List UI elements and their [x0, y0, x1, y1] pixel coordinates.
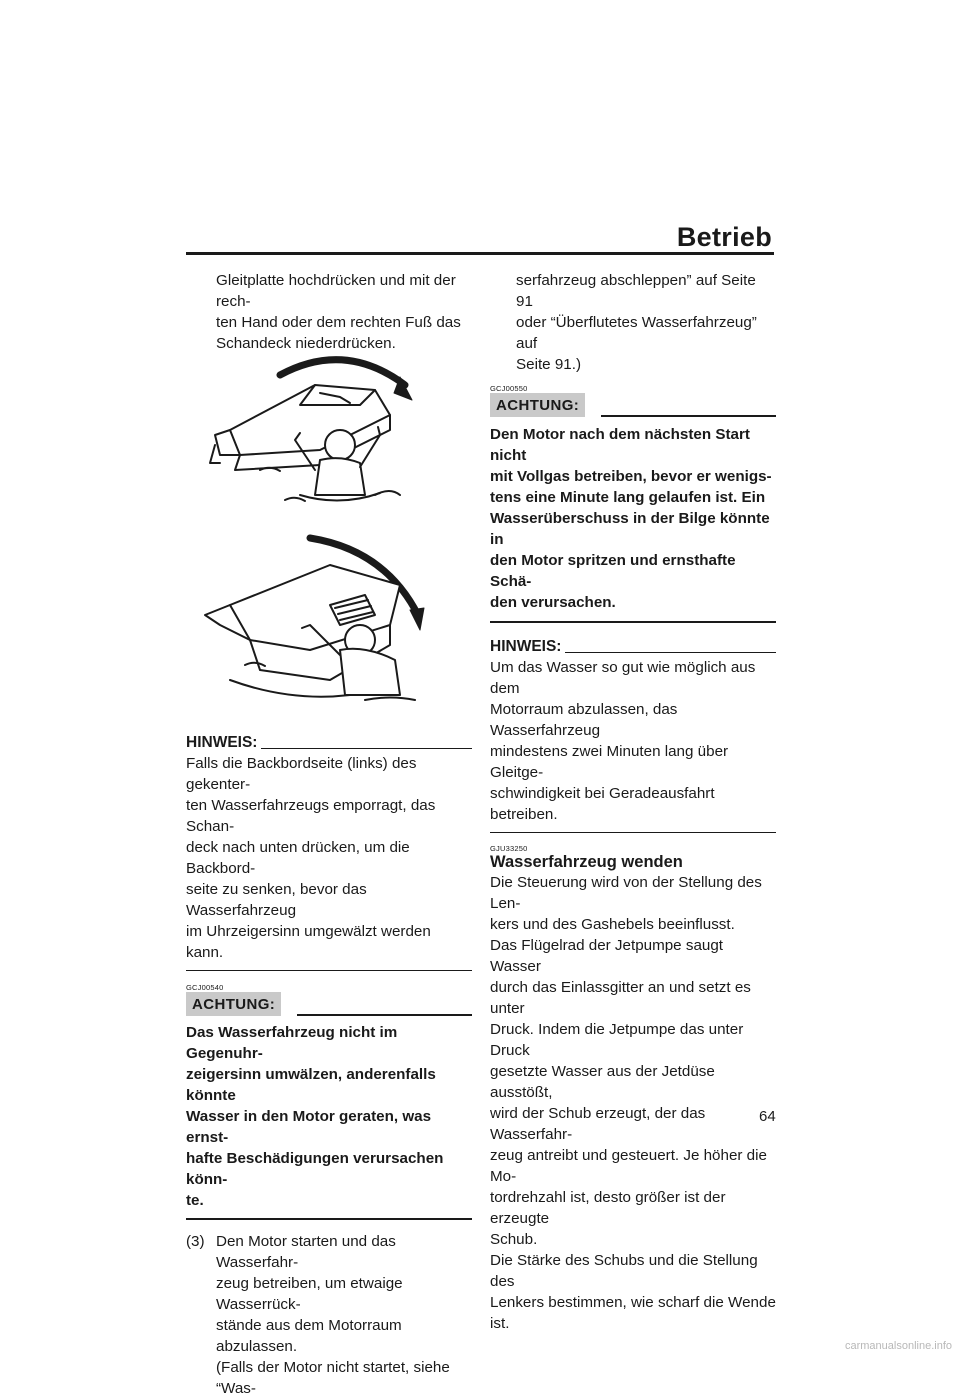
text-line: seite zu senken, bevor das Wasserfahrzeug: [186, 881, 367, 919]
achtung-body: [186, 1022, 472, 1211]
achtung-end-rule: [490, 621, 776, 623]
watercraft-righting-illustration-bottom: [190, 530, 440, 715]
text-line: Die Steuerung wird von der Stellung des Len-: [490, 874, 762, 912]
text-line: ten Hand oder dem rechten Fuß das: [216, 314, 461, 331]
text-line: Schub.: [490, 1231, 538, 1248]
text-line: Wasser in den Motor geraten, was ernst-: [186, 1108, 432, 1146]
hinweis-body: [186, 753, 472, 963]
hinweis-end-rule: [490, 832, 776, 833]
text-line: kers und des Gashebels beeinflusst.: [490, 916, 735, 933]
section-title: Wasserfahrzeug wenden: [490, 853, 683, 871]
text-line: den Motor spritzen und ernsthafte Schä-: [490, 552, 736, 590]
text-line: mit Vollgas betreiben, bevor er wenigs-: [490, 468, 772, 485]
text-line: durch das Einlassgitter an und setzt es unter: [490, 979, 751, 1017]
hinweis-heading: [490, 639, 776, 657]
step-3-continued: [490, 270, 776, 375]
hinweis-rule: [565, 652, 776, 653]
achtung-rule: [601, 415, 776, 417]
text-line: zeug betreiben, um etwaige Wasserrück-: [216, 1275, 403, 1313]
text-line: gesetzte Wasser aus der Jetdüse ausstößt,: [490, 1063, 715, 1101]
text-line: zeug antreibt und gesteuert. Je höher die Mo-: [490, 1147, 767, 1185]
achtung-badge: ACHTUNG:: [186, 992, 281, 1016]
text-line: tens eine Minute lang gelaufen ist. Ein: [490, 489, 766, 506]
text-line: Falls die Backbordseite (links) des gekenter-: [186, 755, 417, 793]
text-line: schwindigkeit bei Geradeausfahrt betreiben.: [490, 785, 715, 823]
left-column-lower: [186, 735, 472, 1399]
achtung-heading: [490, 393, 776, 417]
left-column: [186, 270, 476, 354]
text-line: Lenkers bestimmen, wie scharf die Wende ist.: [490, 1294, 776, 1332]
step-text: [216, 1231, 472, 1399]
reference-code: GCJ00540: [186, 983, 224, 992]
reference-code: GJU33250: [490, 844, 528, 853]
text-line: hafte Beschädigungen verursachen könn-: [186, 1150, 444, 1188]
text-line: zeigersinn umwälzen, anderenfalls könnte: [186, 1066, 436, 1104]
text-line: wird der Schub erzeugt, der das Wasserfahr-: [490, 1105, 706, 1143]
watercraft-righting-illustration-top: [200, 345, 430, 520]
text-line: im Uhrzeigersinn umgewälzt werden kann.: [186, 923, 431, 961]
step-3: [186, 1231, 472, 1399]
hinweis-heading: [186, 735, 472, 753]
step-number: (3): [186, 1233, 205, 1250]
page-title: Betrieb: [676, 222, 772, 252]
reference-code: GCJ00550: [490, 384, 528, 393]
text-line: serfahrzeug abschleppen” auf Seite 91: [516, 272, 756, 310]
text-line: den verursachen.: [490, 594, 616, 611]
text-line: Das Wasserfahrzeug nicht im Gegenuhr-: [186, 1024, 398, 1062]
text-line: oder “Überflutetes Wasserfahrzeug” auf: [516, 314, 757, 352]
hinweis-rule: [261, 748, 472, 749]
achtung-rule: [297, 1014, 472, 1016]
text-line: stände aus dem Motorraum abzulassen.: [216, 1317, 402, 1355]
text-line: mindestens zwei Minuten lang über Gleitge-: [490, 743, 729, 781]
intro-paragraph: [186, 270, 476, 354]
achtung-body: [490, 424, 776, 613]
text-line: tordrehzahl ist, desto größer ist der erzeugte: [490, 1189, 726, 1227]
text-line: te.: [186, 1192, 204, 1209]
hinweis-label: HINWEIS:: [186, 734, 258, 751]
text-line: ten Wasserfahrzeugs emporragt, das Schan-: [186, 797, 436, 835]
page-number: 64: [759, 1108, 776, 1125]
text-line: Den Motor starten und das Wasserfahr-: [216, 1233, 396, 1271]
achtung-badge: ACHTUNG:: [490, 393, 585, 417]
footer-watermark[interactable]: carmanualsonline.info: [844, 1340, 952, 1352]
text-line: Schandeck niederdrücken.: [216, 335, 396, 352]
text-line: Um das Wasser so gut wie möglich aus dem: [490, 659, 756, 697]
achtung-end-rule: [186, 1218, 472, 1220]
right-column: [490, 270, 776, 1334]
text-line: Die Stärke des Schubs und die Stellung des: [490, 1252, 758, 1290]
text-line: Das Flügelrad der Jetpumpe saugt Wasser: [490, 937, 724, 975]
hinweis-end-rule: [186, 970, 472, 971]
hinweis-label: HINWEIS:: [490, 638, 562, 655]
text-line: Gleitplatte hochdrücken und mit der rech-: [216, 272, 456, 310]
text-line: Seite 91.): [516, 356, 582, 373]
text-line: Den Motor nach dem nächsten Start nicht: [490, 426, 750, 464]
text-line: (Falls der Motor nicht startet, siehe “Was-: [216, 1359, 450, 1397]
hinweis-body: [490, 657, 776, 825]
header-rule: [186, 252, 774, 255]
text-line: Druck. Indem die Jetpumpe das unter Druck: [490, 1021, 744, 1059]
section-body: [490, 872, 776, 1334]
text-line: Motorraum abzulassen, das Wasserfahrzeug: [490, 701, 678, 739]
text-line: deck nach unten drücken, um die Backbord-: [186, 839, 410, 877]
text-line: Wasserüberschuss in der Bilge könnte in: [490, 510, 770, 548]
achtung-heading: [186, 992, 472, 1016]
